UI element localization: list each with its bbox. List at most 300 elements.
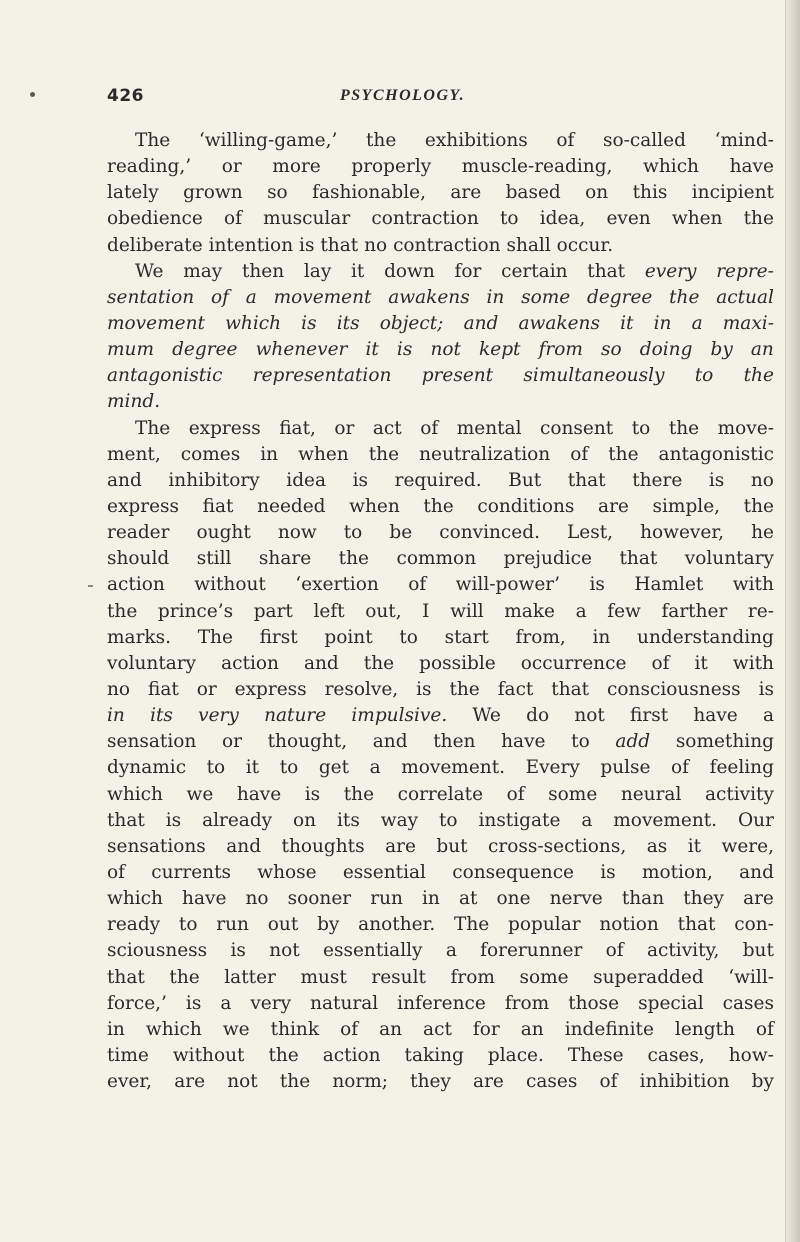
word: something bbox=[675, 731, 774, 753]
word: idea bbox=[286, 469, 327, 491]
text-line bbox=[107, 311, 774, 337]
text-line bbox=[107, 128, 774, 154]
word: so bbox=[267, 182, 288, 204]
text-line bbox=[107, 1017, 774, 1043]
word: movement bbox=[107, 312, 205, 334]
word: contraction bbox=[371, 208, 479, 230]
word: it bbox=[351, 260, 365, 282]
word: The bbox=[197, 626, 233, 648]
word: in bbox=[486, 286, 505, 308]
word: mental bbox=[456, 417, 522, 439]
word: object; bbox=[379, 312, 444, 334]
word: when bbox=[298, 443, 349, 465]
word: no bbox=[750, 469, 774, 491]
word: are bbox=[743, 888, 774, 910]
word: point bbox=[324, 626, 373, 648]
word: an bbox=[750, 339, 774, 361]
word: to bbox=[439, 809, 458, 831]
word: of bbox=[671, 757, 690, 779]
word: is bbox=[352, 469, 369, 491]
word: get bbox=[318, 757, 350, 779]
word: cases, bbox=[647, 1044, 705, 1066]
word: inhibition bbox=[639, 1071, 730, 1093]
word: then bbox=[241, 260, 285, 282]
text-line bbox=[107, 860, 774, 886]
word: the bbox=[268, 1044, 299, 1066]
word: prejudice bbox=[503, 548, 592, 570]
word: movement. bbox=[401, 757, 506, 779]
text-line bbox=[107, 965, 774, 991]
word: those bbox=[568, 992, 620, 1014]
word: The bbox=[454, 914, 490, 936]
page-number: 426 bbox=[107, 86, 144, 106]
word: of bbox=[755, 1018, 774, 1040]
word: awakens bbox=[518, 312, 600, 334]
word: to bbox=[399, 626, 418, 648]
word: The bbox=[135, 130, 171, 151]
word: ‘mind- bbox=[714, 130, 774, 151]
word: required. bbox=[394, 469, 482, 491]
word: which bbox=[225, 312, 282, 334]
word: muscle-reading, bbox=[461, 156, 613, 178]
word: result bbox=[371, 966, 426, 988]
word: place. bbox=[487, 1044, 544, 1066]
word: of bbox=[408, 574, 427, 596]
word: now bbox=[277, 522, 317, 544]
word: is bbox=[230, 940, 246, 962]
word: a bbox=[245, 286, 257, 308]
word: forerunner bbox=[480, 940, 583, 962]
word: re- bbox=[747, 600, 774, 622]
word: is bbox=[304, 783, 321, 805]
text-line bbox=[107, 416, 774, 442]
word: this bbox=[632, 182, 668, 204]
text-line bbox=[107, 285, 774, 311]
text-line bbox=[107, 991, 774, 1017]
word: the bbox=[449, 678, 480, 700]
word: convinced. bbox=[439, 522, 540, 544]
word: of bbox=[224, 208, 243, 230]
word: occurrence bbox=[520, 652, 627, 674]
word: intention bbox=[208, 234, 294, 256]
word: idea, bbox=[539, 208, 586, 230]
word: an bbox=[379, 1018, 403, 1040]
word: length bbox=[674, 1018, 735, 1040]
word: a bbox=[220, 992, 232, 1014]
word: degree bbox=[586, 286, 653, 308]
word: that bbox=[567, 469, 606, 491]
word: conditions bbox=[477, 495, 575, 517]
word: they bbox=[410, 1071, 451, 1093]
word: action bbox=[221, 652, 279, 674]
word: the bbox=[743, 208, 774, 230]
word: its bbox=[336, 312, 360, 334]
word: lay bbox=[303, 260, 332, 282]
word: still bbox=[196, 548, 232, 570]
word: notion bbox=[599, 914, 659, 936]
word: no bbox=[364, 234, 388, 256]
word: degree bbox=[172, 339, 238, 361]
word: of bbox=[211, 286, 229, 308]
word: to bbox=[631, 417, 651, 439]
word: without bbox=[172, 1044, 245, 1066]
word: I bbox=[422, 600, 430, 622]
word: whose bbox=[257, 861, 317, 883]
word: will bbox=[450, 600, 484, 622]
word: activity bbox=[704, 783, 774, 805]
word: fiat bbox=[202, 495, 234, 517]
word: act bbox=[372, 417, 402, 439]
text-line bbox=[107, 912, 774, 938]
word: do bbox=[526, 705, 550, 727]
word: not bbox=[269, 940, 300, 962]
word: common bbox=[396, 548, 477, 570]
word: currents bbox=[151, 861, 232, 883]
word: have bbox=[501, 731, 546, 753]
word: fiat bbox=[147, 678, 179, 700]
word: an bbox=[520, 1018, 544, 1040]
word: or bbox=[221, 731, 242, 753]
word: in bbox=[260, 443, 279, 465]
word: is bbox=[299, 234, 315, 256]
margin-mark bbox=[88, 585, 93, 587]
word: it bbox=[687, 835, 702, 857]
word: by bbox=[317, 914, 340, 936]
word: no bbox=[107, 678, 131, 700]
text-line bbox=[107, 520, 774, 546]
word: properly bbox=[351, 156, 432, 178]
word: reading,’ bbox=[107, 156, 192, 178]
word: it bbox=[365, 339, 379, 361]
word: of bbox=[107, 861, 125, 883]
word: some bbox=[519, 966, 569, 988]
word: share bbox=[258, 548, 312, 570]
word: dynamic bbox=[107, 757, 187, 779]
word: than bbox=[621, 888, 665, 910]
word: start bbox=[444, 626, 489, 648]
word: possible bbox=[419, 652, 496, 674]
word: activity, bbox=[646, 940, 720, 962]
word: ever, bbox=[107, 1071, 153, 1093]
word: lately bbox=[107, 182, 159, 204]
word: are bbox=[174, 1071, 206, 1093]
text-line bbox=[107, 703, 774, 729]
word: will-power’ bbox=[455, 574, 560, 596]
word: shall bbox=[506, 234, 551, 256]
word: of bbox=[506, 783, 525, 805]
word: without bbox=[194, 574, 266, 596]
word: may bbox=[183, 260, 223, 282]
word: that bbox=[107, 809, 145, 831]
word: we bbox=[222, 1018, 250, 1040]
word: a bbox=[691, 312, 703, 334]
word: mum bbox=[107, 339, 154, 361]
word: natural bbox=[310, 992, 379, 1014]
word: or bbox=[221, 156, 242, 178]
word: of bbox=[420, 417, 439, 439]
word: inhibitory bbox=[168, 469, 260, 491]
word: part bbox=[253, 600, 293, 622]
word: should bbox=[107, 548, 170, 570]
word: a bbox=[369, 757, 381, 779]
word: the bbox=[608, 443, 639, 465]
text-line bbox=[107, 625, 774, 651]
text-line bbox=[107, 599, 774, 625]
word: it bbox=[245, 757, 260, 779]
word: popular bbox=[508, 914, 581, 936]
text-line bbox=[107, 259, 774, 285]
word: in bbox=[107, 1018, 125, 1040]
word: and bbox=[739, 861, 774, 883]
word: neutralization bbox=[419, 443, 551, 465]
word: as bbox=[646, 835, 668, 857]
word: voluntary bbox=[107, 652, 197, 674]
word: few bbox=[607, 600, 641, 622]
word: but bbox=[436, 835, 468, 857]
word: pulse bbox=[600, 757, 651, 779]
word: motion, bbox=[641, 861, 713, 883]
word: obedience bbox=[107, 208, 203, 230]
word: of bbox=[556, 130, 575, 151]
word: the bbox=[743, 365, 774, 387]
word: make bbox=[504, 600, 555, 622]
word: ‘will- bbox=[728, 966, 774, 988]
word: fact bbox=[497, 678, 534, 700]
word: is bbox=[301, 312, 317, 334]
text-line bbox=[107, 1069, 774, 1095]
word: the bbox=[668, 417, 700, 439]
word: occur. bbox=[556, 234, 614, 256]
text-line bbox=[107, 442, 774, 468]
word: which bbox=[145, 1018, 202, 1040]
word: add bbox=[615, 731, 651, 753]
word: must bbox=[300, 966, 347, 988]
word: taking bbox=[404, 1044, 464, 1066]
word: sentation bbox=[107, 286, 195, 308]
word: comes bbox=[180, 443, 241, 465]
word: prince’s bbox=[157, 600, 234, 622]
word: very bbox=[250, 992, 292, 1014]
word: its bbox=[150, 705, 173, 727]
word: neural bbox=[620, 783, 682, 805]
word: left bbox=[313, 600, 345, 622]
word: they bbox=[683, 888, 724, 910]
word: fiat, bbox=[279, 417, 316, 439]
word: sciousness bbox=[107, 940, 208, 962]
word: are bbox=[598, 495, 629, 517]
word: kept bbox=[479, 339, 521, 361]
word: in bbox=[653, 312, 672, 334]
word: Every bbox=[525, 757, 580, 779]
word: even bbox=[606, 208, 651, 230]
word: are bbox=[385, 835, 416, 857]
word: con- bbox=[734, 914, 774, 936]
word: grown bbox=[183, 182, 243, 204]
word: is bbox=[165, 809, 182, 831]
word: the bbox=[423, 495, 454, 517]
word: a bbox=[445, 940, 457, 962]
word: from, bbox=[515, 626, 566, 648]
word: the bbox=[279, 1071, 311, 1093]
word: by bbox=[751, 1071, 774, 1093]
word: But bbox=[508, 469, 542, 491]
word: inference bbox=[397, 992, 486, 1014]
word: to bbox=[178, 914, 198, 936]
word: fashionable, bbox=[312, 182, 426, 204]
word: maxi- bbox=[722, 312, 774, 334]
word: that bbox=[677, 914, 716, 936]
word: some bbox=[548, 783, 598, 805]
word: that bbox=[551, 678, 590, 700]
word: force,’ bbox=[107, 992, 167, 1014]
text-line bbox=[107, 808, 774, 834]
word: is bbox=[758, 678, 774, 700]
word: sensation bbox=[107, 731, 197, 753]
word: simultaneously bbox=[523, 365, 665, 387]
text-line bbox=[107, 1043, 774, 1069]
word: in bbox=[107, 705, 125, 727]
word: thought, bbox=[267, 731, 348, 753]
word: not bbox=[227, 1071, 258, 1093]
word: whenever bbox=[255, 339, 348, 361]
word: out bbox=[267, 914, 299, 936]
text-line bbox=[107, 782, 774, 808]
word: not bbox=[430, 339, 461, 361]
text-line bbox=[107, 834, 774, 860]
word: The bbox=[135, 417, 171, 439]
text-line bbox=[107, 206, 774, 232]
word: run bbox=[370, 888, 403, 910]
word: have bbox=[236, 783, 282, 805]
text-line bbox=[107, 546, 774, 572]
word: action bbox=[107, 574, 165, 596]
text-line bbox=[107, 363, 774, 389]
word: cross-sections, bbox=[488, 835, 627, 857]
word: based bbox=[505, 182, 561, 204]
word: he bbox=[751, 522, 774, 544]
word: consciousness bbox=[607, 678, 741, 700]
word: essentially bbox=[323, 940, 423, 962]
word: that bbox=[320, 234, 359, 256]
word: impulsive. bbox=[351, 705, 448, 727]
word: have bbox=[182, 888, 227, 910]
word: express bbox=[234, 678, 307, 700]
word: ready bbox=[107, 914, 161, 936]
word: feeling bbox=[709, 757, 774, 779]
word: have bbox=[729, 156, 774, 178]
word: thoughts bbox=[281, 835, 365, 857]
word: with bbox=[732, 574, 774, 596]
word: movement bbox=[273, 286, 372, 308]
word: Hamlet bbox=[634, 574, 704, 596]
word: ‘willing-game,’ bbox=[198, 130, 338, 151]
word: were, bbox=[721, 835, 774, 857]
text-line bbox=[107, 651, 774, 677]
word: more bbox=[272, 156, 321, 178]
word: is bbox=[396, 339, 413, 361]
word: time bbox=[107, 1044, 149, 1066]
word: that bbox=[619, 548, 658, 570]
word: the bbox=[363, 652, 395, 674]
word: the bbox=[343, 783, 375, 805]
word: is bbox=[600, 861, 616, 883]
word: in bbox=[422, 888, 440, 910]
word: and bbox=[303, 652, 339, 674]
word: to bbox=[571, 731, 590, 753]
text-line bbox=[107, 389, 774, 415]
word: incipient bbox=[691, 182, 774, 204]
text-line bbox=[107, 180, 774, 206]
word: to bbox=[343, 522, 363, 544]
word: reader bbox=[107, 522, 170, 544]
word: the bbox=[743, 495, 774, 517]
text-line bbox=[107, 154, 774, 180]
word: antagonistic bbox=[658, 443, 774, 465]
word: of bbox=[340, 1018, 359, 1040]
word: We bbox=[472, 705, 501, 727]
word: needed bbox=[257, 495, 326, 517]
word: have bbox=[693, 705, 738, 727]
word: when bbox=[671, 208, 723, 230]
word: on bbox=[293, 809, 317, 831]
word: are bbox=[450, 182, 482, 204]
word: nature bbox=[264, 705, 327, 727]
word: express bbox=[107, 495, 180, 517]
word: a bbox=[762, 705, 774, 727]
word: resolve, bbox=[324, 678, 399, 700]
word: which bbox=[643, 156, 699, 178]
word: down bbox=[384, 260, 435, 282]
word: but bbox=[742, 940, 774, 962]
word: every bbox=[644, 260, 697, 282]
word: the bbox=[365, 130, 397, 151]
word: simple, bbox=[652, 495, 721, 517]
word: norm; bbox=[332, 1071, 388, 1093]
word: and bbox=[107, 469, 142, 491]
word: another. bbox=[358, 914, 436, 936]
word: the bbox=[107, 600, 138, 622]
word: on bbox=[585, 182, 609, 204]
word: not bbox=[574, 705, 605, 727]
word: when bbox=[349, 495, 400, 517]
word: the bbox=[368, 443, 400, 465]
word: we bbox=[186, 783, 214, 805]
word: by bbox=[710, 339, 733, 361]
word: there bbox=[632, 469, 683, 491]
word: special bbox=[638, 992, 704, 1014]
word: one bbox=[496, 888, 531, 910]
word: then bbox=[433, 731, 476, 753]
word: These bbox=[567, 1044, 624, 1066]
word: to bbox=[279, 757, 299, 779]
word: and bbox=[372, 731, 408, 753]
word: some bbox=[521, 286, 571, 308]
text-line bbox=[107, 494, 774, 520]
word: from bbox=[450, 966, 495, 988]
word: is bbox=[416, 678, 432, 700]
text-line bbox=[107, 938, 774, 964]
word: of bbox=[570, 443, 589, 465]
word: consent bbox=[540, 417, 614, 439]
body-text bbox=[107, 128, 774, 1095]
word: nerve bbox=[549, 888, 603, 910]
word: so bbox=[601, 339, 622, 361]
word: think bbox=[270, 1018, 320, 1040]
word: Our bbox=[737, 809, 774, 831]
word: the bbox=[669, 286, 700, 308]
word: actual bbox=[716, 286, 774, 308]
word: is bbox=[185, 992, 202, 1014]
